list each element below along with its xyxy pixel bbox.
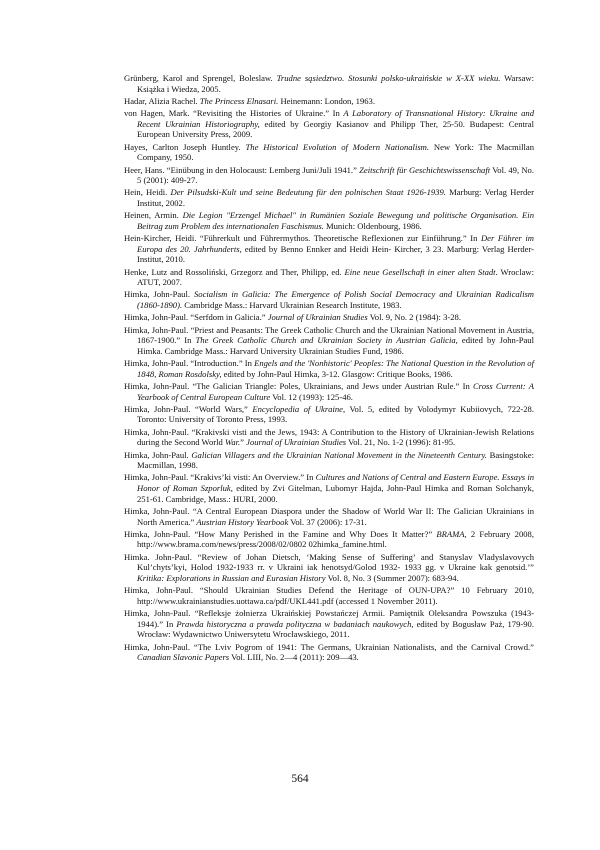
- entry-text: Himka, John-Paul.: [124, 449, 192, 460]
- entry-text: Hein, Heidi.: [124, 187, 171, 198]
- entry-title-italic: War.: [224, 437, 241, 448]
- entry-title-italic: Der Pilsudski-Kult und seine Bedeutung für den polnischen Staat 1926-1939.: [170, 187, 446, 198]
- bibliography-entry: [124, 450, 534, 471]
- entry-text: Vol. 5, edited by Volodymyr Kubiiovych, 722-28. Toronto: University of Toronto Press, 1993.: [137, 403, 534, 425]
- bibliography-entry: [124, 210, 534, 231]
- bibliography-entry: [124, 552, 534, 584]
- entry-text: Himka, John-Paul. “Krakivski visti and the Jews, 1943: A Contribution to the History of Ukrainian-Jewish Relations during the Second World: [124, 426, 534, 448]
- bibliography-entry: [124, 608, 534, 640]
- entry-title-italic: Encyclopedia of Ukraine,: [252, 403, 346, 414]
- entry-title-italic: Zeitschrift für Geschichtswissenschaft: [359, 164, 491, 175]
- entry-text: Himka, John-Paul. “The Galician Triangle: Poles, Ukrainians, and Jews under Austrian Rule.” In: [124, 380, 473, 391]
- entry-title-italic: Prawda historyczna a prawda polityczna w badaniach naukowych,: [176, 618, 414, 629]
- entry-text: Vol. 9, No. 2 (1984): 3-28.: [367, 312, 461, 323]
- entry-text: edited by Zvi Gitelman, Lubomyr Hajda, John-Paul Himka and Roman Solchanyk, 251-61. Cambridge, Mass.: HURI, 2000.: [137, 483, 534, 504]
- bibliography-entry: [124, 312, 534, 323]
- entry-text: Grünberg, Karol and Sprengel, Boleslaw.: [124, 73, 277, 83]
- entry-title-italic: Canadian Slavonic Papers: [137, 652, 230, 663]
- entry-text: Vol. 21, No. 1-2 (1996): 81-95.: [346, 437, 456, 448]
- entry-title-italic: Austrian History Yearbook: [196, 516, 289, 527]
- bibliography-entry: [124, 73, 534, 94]
- bibliography-entry: [124, 358, 534, 379]
- entry-text: Himka, John-Paul. “Refleksje żołnierza Ukraińskiej Powstańczej Armii. Pamiętnik Oleksandra Powszuka (1943-1944).” In: [124, 608, 534, 629]
- bibliography-entry: [124, 529, 534, 550]
- entry-text: ”: [240, 437, 247, 448]
- entry-title-italic: Eine neue Gesellschaft in einer alten Stadt.: [344, 266, 498, 277]
- entry-text: Himka, John-Paul.: [124, 289, 194, 300]
- entry-text: Wroclaw: ATUT, 2007.: [137, 266, 534, 288]
- entry-title-italic: Galician Villagers and the Ukrainian National Movement in the Nineteenth Century.: [191, 449, 487, 460]
- entry-text: edited by Georgiy Kasianov and Philipp Ther, 25-50. Budapest: Central European University Press, 2009.: [137, 118, 534, 140]
- bibliography-entry: [124, 187, 534, 208]
- entry-text: Himka, John-Paul. “A Central European Diaspora under the Shadow of World War II: The Galician Ukrainians in North America.”: [124, 505, 534, 527]
- entry-text: Hein-Kircher, Heidi. “Führerkult und Führermythos. Theoretische Reflexionen zur Einführung.” In: [124, 233, 481, 244]
- entry-title-italic: BRAMA,: [436, 528, 467, 539]
- entry-text: Himka, John-Paul. “Introduction.” In: [124, 358, 255, 369]
- bibliography-entry: [124, 233, 534, 265]
- bibliography-entry: [124, 267, 534, 288]
- page-number: 564: [291, 773, 309, 785]
- bibliography-entry: [124, 404, 534, 425]
- entry-text: Vol. 37 (2006): 17-31.: [288, 516, 367, 527]
- bibliography-entry: [124, 325, 534, 357]
- bibliography-list: [124, 73, 534, 664]
- entry-text: edited by John-Paul Himka, 3-12. Glasgow: Critique Books, 1986.: [221, 368, 453, 379]
- entry-text: Vol. 49, No. 5 (2001): 409-27.: [137, 164, 534, 186]
- entry-text: Himka, John-Paul. “Serfdom in Galicia.”: [124, 312, 268, 323]
- entry-text: New York: The Macmillan Company, 1950.: [137, 141, 534, 163]
- bibliography-entry: [124, 381, 534, 402]
- entry-text: Warsaw: Książka i Wiedza, 2005.: [137, 73, 534, 94]
- entry-title-italic: Socialism in Galicia: The Emergence of Polish Social Democracy and Ukrainian Radicalism (1860-1890).: [137, 289, 535, 311]
- entry-text: Marburg: Verlag Herder Institut, 2002.: [137, 187, 534, 208]
- entry-text: Vol. 12 (1993): 125-46.: [270, 391, 353, 402]
- entry-title-italic: Cultures and Nations of Central and Eastern Europe. Essays in Honor of Roman Szporluk,: [137, 472, 535, 494]
- entry-text: Vol. LIII, No. 2—4 (2011): 209—43.: [229, 652, 359, 663]
- entry-text: edited by John-Paul Himka. Cambridge Mass.: Harvard University Ukrainian Studies Fund, 1986.: [137, 335, 534, 356]
- entry-title-italic: A Laboratory of Transnational History: Ukraine and Recent Ukrainian Historiography,: [137, 108, 534, 129]
- entry-title-italic: Der Führer im Europa des 20. Jahrhunderts,: [137, 233, 534, 254]
- bibliography-entry: [124, 585, 534, 606]
- entry-title-italic: The Princess Elnasari.: [199, 95, 279, 106]
- entry-text: Himka, John-Paul. “Should Ukrainian Studies Defend the Heritage of OUN-UPA?” 10 February 2010, http://www.ukrainianstudies.uottawa.ca/pdf/UKL441.pdf (accessed 1 November 2011).: [124, 585, 534, 606]
- entry-title-italic: The Historical Evolution of Modern Nationalism.: [245, 141, 430, 152]
- bibliography-entry: [124, 165, 534, 186]
- entry-text: von Hagen, Mark. “Revisiting the Histories of Ukraine.” In: [124, 108, 344, 119]
- entry-text: Himka, John-Paul. “Priest and Peasants: The Greek Catholic Church and the Ukrainian National Movement in Austria, 1867-1900.” In: [124, 324, 534, 346]
- bibliography-entry: [124, 642, 534, 663]
- entry-text: Munich: Oldenbourg, 1986.: [323, 220, 422, 231]
- entry-text: Basingstoke: Macmillan, 1998.: [137, 449, 534, 471]
- entry-text: Himka, John-Paul. “Krakivs’ki visti: An Overview.” In: [124, 472, 316, 483]
- entry-text: Heinen, Armin.: [124, 210, 183, 221]
- entry-text: Hadar, Alizia Rachel.: [124, 95, 200, 106]
- bibliography-entry: [124, 142, 534, 163]
- bibliography-entry: [124, 108, 534, 140]
- entry-title-italic: Journal of Ukrainian Studies: [267, 312, 368, 323]
- entry-text: edited by Bogusław Paż, 179-90. Wrocław: Wydawnictwo Uniwersytetu Wrocławskiego, 2011.: [137, 618, 534, 640]
- bibliography-entry: [124, 427, 534, 448]
- bibliography-entry: [124, 289, 534, 310]
- entry-text: edited by Benno Ennker and Heidi Hein- Kircher, 3 23. Marburg: Verlag Herder-Institut, 2010.: [137, 243, 534, 265]
- bibliography-entry: [124, 506, 534, 527]
- entry-text: Himka. John-Paul. “Review of Johan Dietsch, ‘Making Sense of Suffering’ and Stanyslav Vladyslavovych Kul’chyts’kyi, Holod 1932-1933 rr. v Ukraini iak henotsyd/Golod 1932- 1933 gg. v Ukraine kak genotsid.’”: [124, 551, 534, 573]
- entry-title-italic: Kritika: Explorations in Russian and Eurasian History: [137, 572, 326, 583]
- bibliography-entry: [124, 472, 534, 504]
- entry-title-italic: The Greek Catholic Church and Ukrainian Society in Austrian Galicia,: [195, 335, 458, 346]
- bibliography-entry: [124, 96, 534, 107]
- entry-title-italic: Die Legion "Erzengel Michael" in Rumänien Soziale Bewegung und politische Organisation. Ein Beitrag zum Problem des internationalen Faschismus.: [137, 210, 534, 231]
- entry-text: Vol. 8, No. 3 (Summer 2007): 683-94.: [325, 572, 459, 583]
- entry-text: Henke, Lutz and Rossoliński, Grzegorz and Ther, Philipp, ed.: [124, 266, 345, 277]
- entry-text: Himka, John-Paul. “World Wars,”: [124, 403, 253, 414]
- entry-text: Hayes, Carlton Joseph Huntley.: [124, 141, 246, 152]
- entry-text: Himka, John-Paul. “The Lviv Pogrom of 1941: The Germans, Ukrainian Nationalists, and the Carnival Crowd.”: [124, 641, 534, 652]
- entry-title-italic: Trudne sąsiedztwo. Stosunki polsko-ukraińskie w X-XX wieku.: [276, 73, 501, 83]
- entry-text: Heinemann: London, 1963.: [278, 95, 375, 106]
- entry-text: Himka, John-Paul. “How Many Perished in the Famine and Why Does It Matter?”: [124, 528, 437, 539]
- entry-text: 2 February 2008, http://www.brama.com/news/press/2008/02/0802 02himka_famine.html.: [137, 528, 534, 550]
- entry-text: Cambridge Mass.: Harvard Ukrainian Research Institute, 1983.: [182, 300, 402, 311]
- entry-title-italic: Journal of Ukrainian Studies: [246, 437, 347, 448]
- entry-text: Heer, Hans. “Einübung in den Holocaust: Lemberg Juni/Juli 1941.”: [124, 164, 360, 175]
- entry-title-italic: Engels and the 'Nonhistoric' Peoples: The National Question in the Revolution of 1848, Roman Rosdolsky,: [137, 358, 534, 379]
- entry-title-italic: Cross Current: A Yearbook of Central European Culture: [137, 380, 534, 402]
